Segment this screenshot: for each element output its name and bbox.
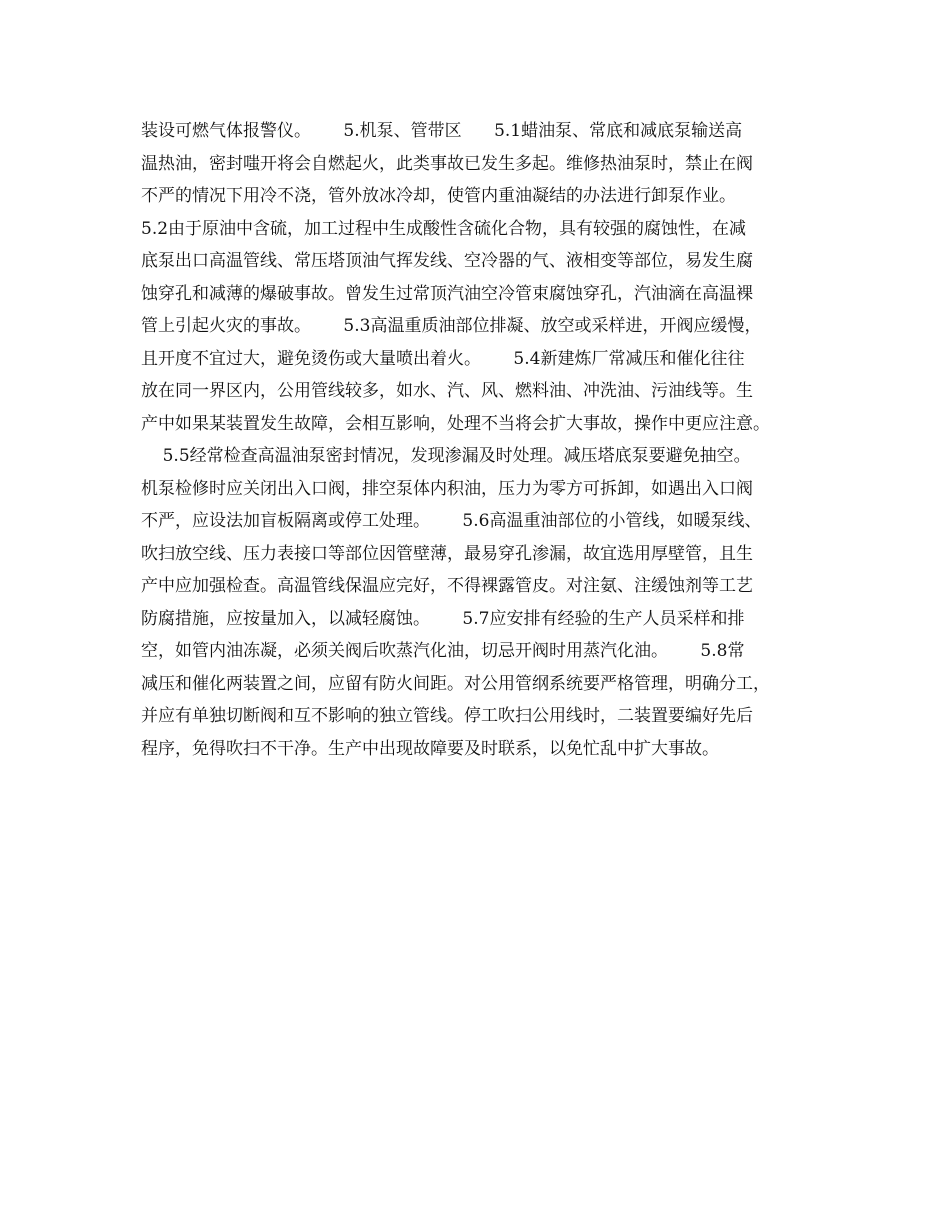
text-line: 蚀穿孔和减薄的爆破事故。曾发生过常顶汽油空冷管束腐蚀穿孔，汽油滴在高温裸 <box>141 283 753 304</box>
text-line: 空，如管内油冻凝，必须关阀后吹蒸汽化油，切忌开阀时用蒸汽化油。 5.8常 <box>141 641 745 661</box>
text-line: 机泵检修时应关闭出入口阀，排空泵体内积油，压力为零方可拆卸，如遇出入口阀 <box>141 478 753 499</box>
text-line: 不严的情况下用冷不浇，管外放冰冷却，使管内重油凝结的办法进行卸泵作业。 <box>141 186 736 206</box>
text-line: 管上引起火灾的事故。 5.3高温重质油部位排凝、放空或采样进，开阀应缓慢， <box>141 316 762 336</box>
text-line: 且开度不宜过大，避免烫伤或大量喷出着火。 5.4新建炼厂常减压和催化往往 <box>141 348 745 369</box>
text-line: 产中应加强检查。高温管线保温应完好，不得裸露管皮。对注氨、注缓蚀剂等工艺 <box>141 576 753 596</box>
text-line: 程序，免得吹扫不干净。生产中出现故障要及时联系，以免忙乱中扩大事故。 <box>141 738 719 759</box>
text-line: 温热油，密封嗤开将会自燃起火，此类事故已发生多起。维修热油泵时，禁止在阀 <box>141 153 753 174</box>
text-line: 不严，应设法加盲板隔离或停工处理。 5.6高温重油部位的小管线，如暖泵线、 <box>141 511 762 531</box>
text-line: 并应有单独切断阀和互不影响的独立管线。停工吹扫公用线时，二装置要编好先后 <box>141 706 753 726</box>
text-line: 5.2由于原油中含硫，加工过程中生成酸性含硫化合物，具有较强的腐蚀性，在减 <box>141 218 747 239</box>
text-line: 放在同一界区内，公用管线较多，如水、汽、风、燃料油、冲洗油、污油线等。生 <box>141 381 753 401</box>
text-line: 防腐措施，应按量加入，以减轻腐蚀。 5.7应安排有经验的生产人员采样和排 <box>141 608 745 629</box>
text-line: 5.5经常检查高温油泵密封情况，发现渗漏及时处理。减压塔底泵要避免抽空。 <box>141 446 751 466</box>
text-line: 装设可燃气体报警仪。 5.机泵、管带区 5.1蜡油泵、常底和减底泵输送高 <box>141 121 743 141</box>
body-text <box>141 115 831 765</box>
text-line: 产中如果某装置发生故障，会相互影响，处理不当将会扩大事故，操作中更应注意。 <box>141 413 770 434</box>
text-line: 减压和催化两装置之间，应留有防火间距。对公用管纲系统要严格管理，明确分工， <box>141 673 770 694</box>
text-line: 吹扫放空线、压力表接口等部位因管壁薄，最易穿孔渗漏，故宜选用厚壁管，且生 <box>141 543 753 564</box>
text-line: 底泵出口高温管线、常压塔顶油气挥发线、空冷器的气、液相变等部位，易发生腐 <box>141 251 753 271</box>
